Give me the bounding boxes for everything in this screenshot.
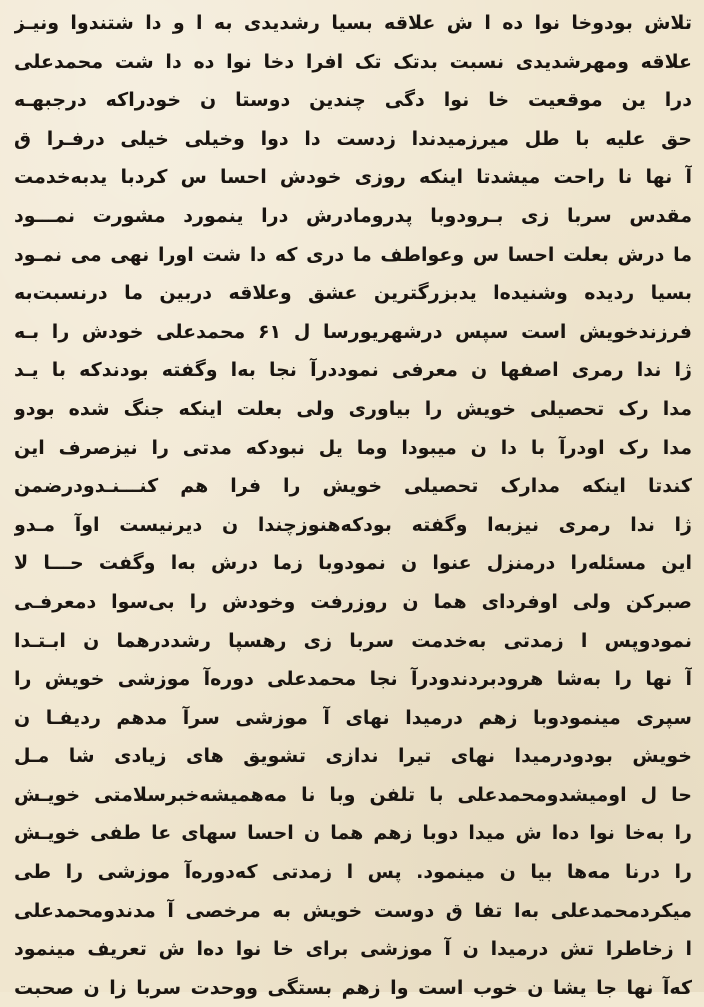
text-line-23: را درنا مه‌ها بیا ن مینمود. پس ا زمدتی که‌دوره‌آ موزشی را طی bbox=[14, 861, 692, 884]
text-line-9: فرزندخویش است سپس درشهریورسا ل ۶۱ محمدعلی خودش را بـه bbox=[14, 320, 692, 343]
text-line-21: حا ل اومیشدومحمدعلی با تلفن وبا نا مه‌همیشه‌خبرسلامتی خویـش bbox=[14, 783, 692, 806]
text-line-16: صبرکن ولی اوفردای هما ن روزرفت وخودش را بی‌سوا دمعرفـی bbox=[14, 590, 692, 613]
text-line-17: نمودوپس ا زمدتی به‌خدمت سربا زی رهسپا رشددرهما ن ابـتـدا bbox=[14, 629, 692, 652]
text-line-10: ژا ندا رمری اصفها ن معرفی نموددرآ نجا به‌ا وگفته بودندکه با یـد bbox=[14, 359, 692, 382]
text-line-13: کندتا اینکه مدارک تحصیلی خویش را فرا هم کنـــنـدودرضمن bbox=[14, 475, 692, 498]
text-line-2: علاقه ومهرشدیدی نسبت بدتک تک افرا دخا نوا ده دا شت محمدعلی bbox=[14, 50, 692, 73]
text-line-18: آ نها را به‌شا هرودبردندودرآ نجا محمدعلی دوره‌آ موزشی خویش را bbox=[14, 668, 692, 691]
text-line-26: که‌آ نها جا یشا ن خوب است وا زهم بستگی ووحدت سربا زا ن صحبت bbox=[14, 976, 692, 999]
text-line-25: ا زخاطرا تش درمیدا ن آ موزشی برای خا نوا ده‌ا ش تعریف مینمود bbox=[14, 938, 692, 961]
text-line-12: مدا رک اودرآ با دا ن میبودا وما یل نبودکه مدتی را نیزصرف این bbox=[14, 436, 692, 459]
text-line-19: سپری مینمودوبا زهم درمیدا نهای آ موزشی سرآ مدهم ردیفـا ن bbox=[14, 706, 692, 729]
text-line-14: ژا ندا رمری نیزبه‌ا وگفته بودکه‌هنوزچندا ن دیرنیست اوآ مـدو bbox=[14, 513, 692, 536]
document-text-block bbox=[14, 4, 692, 1007]
text-line-6: مقدس سربا زی بـرودوبا پدرومادرش درا ینمورد مشورت نمـــود bbox=[14, 204, 692, 227]
text-line-15: این مسئله‌را درمنزل عنوا ن نمودوبا زما درش به‌ا وگفت حـــا لا bbox=[14, 552, 692, 575]
text-line-3: درا ین موقعیت خا نوا دگی چندین دوستا ن خودراکه درجبهـه bbox=[14, 89, 692, 112]
text-line-7: ما درش بعلت احسا س وعواطف ما دری که دا شت اورا نهی می نمـود bbox=[14, 243, 692, 266]
text-line-11: مدا رک تحصیلی خویش را بیاوری ولی بعلت اینکه جنگ شده بودو bbox=[14, 397, 692, 420]
text-line-20: خویش بودودرمیدا نهای تیرا نداز‌ی تشویق های زیادی شا مـل bbox=[14, 745, 692, 768]
text-line-5: آ نها نا راحت میشدتا اینکه روزی خودش احسا س کردبا یدبه‌خدمت bbox=[14, 166, 692, 189]
text-line-8: بسیا ردیده وشنیده‌ا یدبزرگترین عشق وعلاقه دربین ما درنسبت‌به bbox=[14, 282, 692, 305]
text-line-24: میکردمحمدعلی به‌ا تفا ق دوست خویش به مرخصی آ مدندومحمدعلی bbox=[14, 899, 692, 922]
text-line-22: را به‌خا نوا ده‌ا ش میدا دوبا زهم هما ن احسا سهای عا طفی خویـش bbox=[14, 822, 692, 845]
text-line-4: حق علیه با طل میرزمیدندا زدست دا دوا وخیلی خیلی درفـرا ق bbox=[14, 127, 692, 150]
text-line-1: تلاش بودوخا نوا ده ا ش علاقه بسیا رشدیدی به ا و دا شتندوا ونیـز bbox=[14, 12, 692, 34]
